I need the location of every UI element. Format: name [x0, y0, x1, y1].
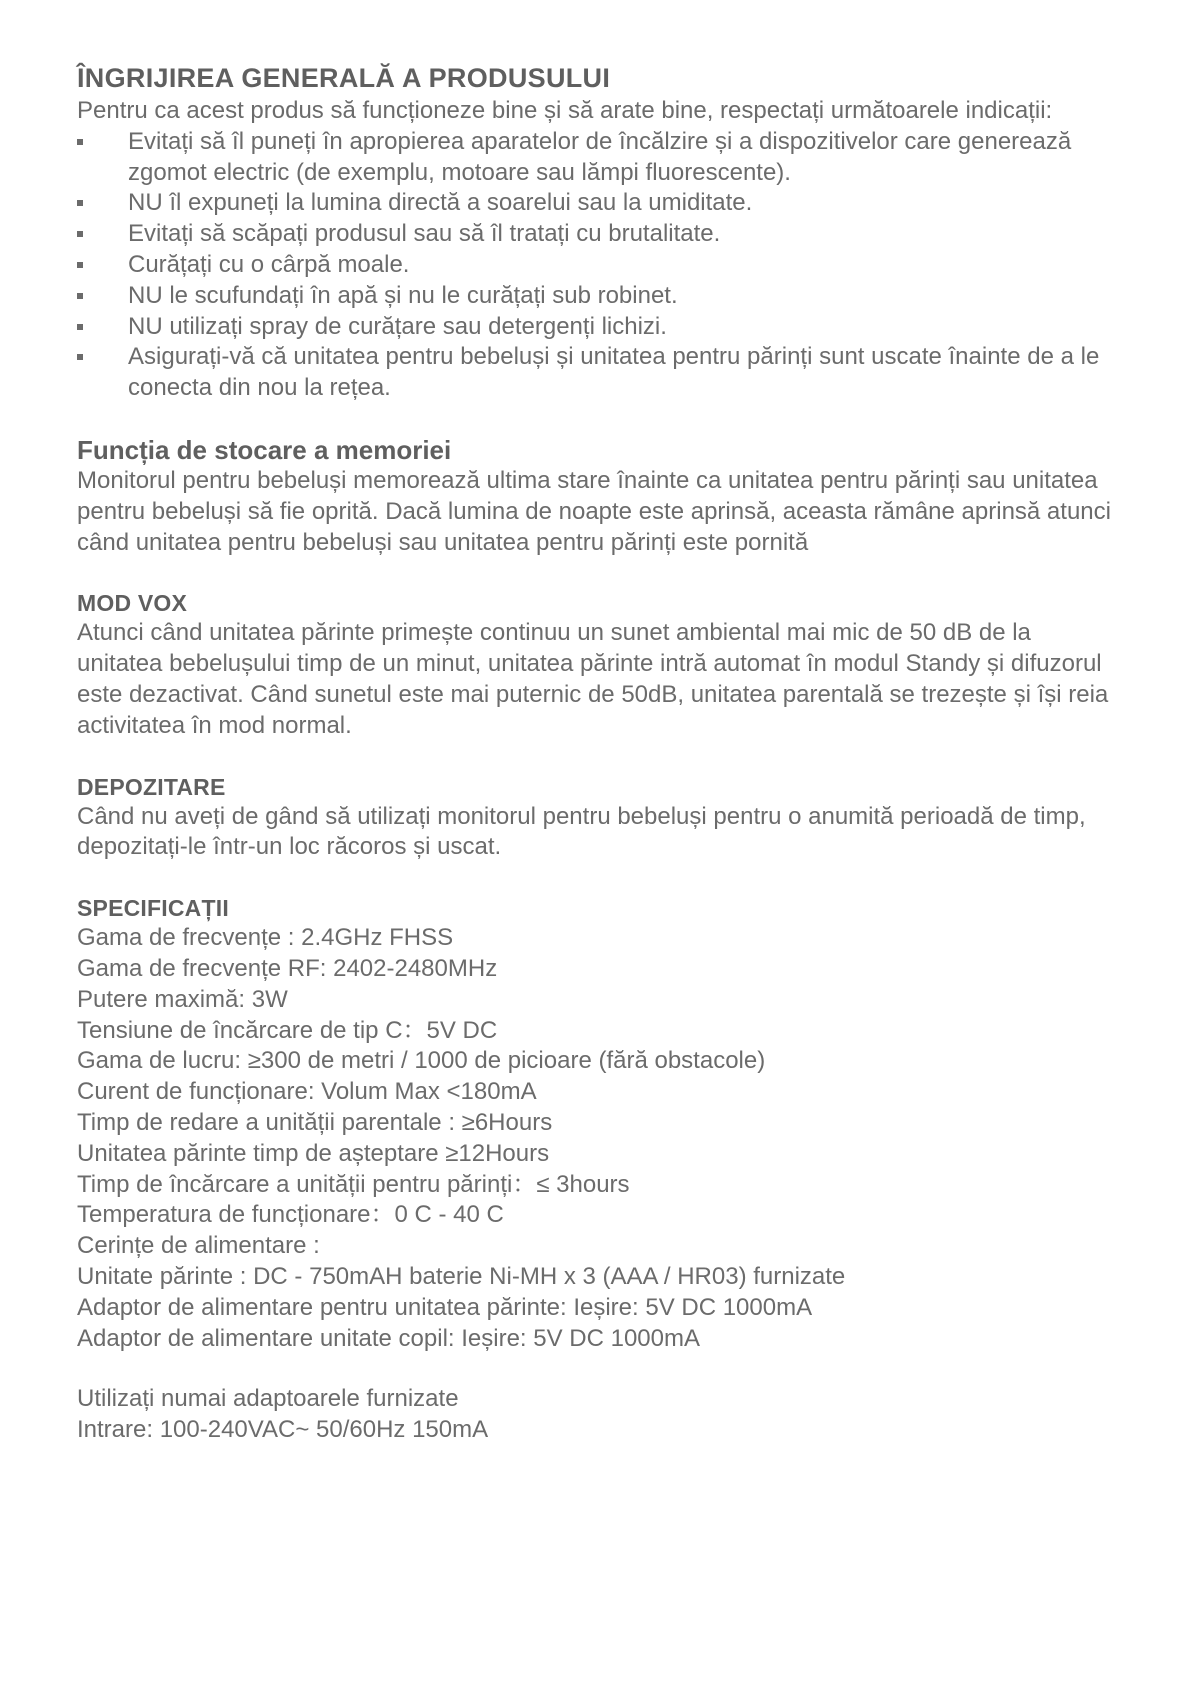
vox-section	[77, 588, 1117, 741]
spec-line: Unitatea părinte timp de așteptare ≥12Hours	[77, 1139, 550, 1167]
list-item: NU utilizați spray de curățare sau detergenți lichizi.	[77, 312, 1117, 343]
spec-line: Gama de lucru: ≥300 de metri / 1000 de picioare (fără obstacole)	[77, 1047, 766, 1075]
spec-line: Timp de încărcare a unității pentru părinți：≤ 3hours	[77, 1170, 630, 1198]
bullet-square-icon	[77, 354, 83, 360]
spec-line: Putere maximă: 3W	[77, 985, 288, 1013]
care-bullet-list	[77, 127, 1117, 404]
spec-line: Adaptor de alimentare unitate copil: Ieșire: 5V DC 1000mA	[77, 1324, 701, 1352]
memory-section	[77, 434, 1117, 558]
list-item: Evitați să scăpați produsul sau să îl tratați cu brutalitate.	[77, 219, 1117, 250]
bullet-square-icon	[77, 200, 83, 206]
list-item: Evitați să îl puneți în apropierea aparatelor de încălzire și a dispozitivelor care generează zgomot electric (de exemplu, motoare sau lămpi fluorescente).	[77, 127, 1117, 189]
list-item: Curățați cu o cârpă moale.	[77, 250, 1117, 281]
spec-line: Curent de funcționare: Volum Max <180mA	[77, 1078, 537, 1106]
specs-title: SPECIFICAȚII	[77, 895, 229, 922]
care-title: ÎNGRIJIREA GENERALĂ A PRODUSULUI	[77, 63, 611, 93]
adapter-note: Utilizați numai adaptoarele furnizate	[77, 1385, 459, 1413]
spec-line: Cerințe de alimentare :	[77, 1232, 320, 1260]
input-rating: Intrare: 100-240VAC~ 50/60Hz 150mA	[77, 1416, 489, 1444]
bullet-square-icon	[77, 324, 83, 330]
memory-title: Funcția de stocare a memoriei	[77, 434, 452, 465]
specs-section	[77, 893, 1117, 1446]
list-item: NU îl expuneți la lumina directă a soarelui sau la umiditate.	[77, 188, 1117, 219]
bullet-square-icon	[77, 231, 83, 237]
vox-title: MOD VOX	[77, 590, 188, 617]
spec-line: Tensiune de încărcare de tip C：5V DC	[77, 1016, 498, 1044]
spec-line: Gama de frecvențe RF: 2402-2480MHz	[77, 954, 498, 982]
bullet-square-icon	[77, 262, 83, 268]
document-page	[77, 62, 1117, 1446]
spec-line: Unitate părinte : DC - 750mAH baterie Ni-MH x 3 (AAA / HR03) furnizate	[77, 1262, 846, 1290]
bullet-square-icon	[77, 293, 83, 299]
bullet-square-icon	[77, 139, 83, 145]
memory-text: Monitorul pentru bebeluși memorează ultima stare înainte ca unitatea pentru părinți sau unitatea pentru bebeluși să fie oprită. Dacă lumina de noapte este aprinsă, aceasta rămâne aprinsă atunci când unitatea pentru bebeluși sau unitatea pentru părinți este pornită	[77, 466, 1111, 556]
spec-line: Temperatura de funcționare：0 C - 40 C	[77, 1201, 504, 1229]
vox-text: Atunci când unitatea părinte primește continuu un sunet ambiental mai mic de 50 dB de la unitatea bebelușului timp de un minut, unitatea părinte intră automat în modul Standy și difuzorul este dezactivat. Când sunetul este mai puternic de 50dB, unitatea parentală se trezește și își reia activitatea în mod normal.	[77, 619, 1109, 739]
care-intro: Pentru ca acest produs să funcționeze bine și să arate bine, respectați următoarele indicații:	[77, 97, 1053, 124]
spec-line: Gama de frecvențe : 2.4GHz FHSS	[77, 924, 454, 952]
storage-text: Când nu aveți de gând să utilizați monitorul pentru bebeluși pentru o anumită perioadă de timp, depozitați-le într-un loc răcoros și uscat.	[77, 802, 1086, 861]
care-section	[77, 62, 1117, 404]
spec-line: Timp de redare a unității parentale : ≥6Hours	[77, 1108, 553, 1136]
storage-section	[77, 772, 1117, 864]
spec-line: Adaptor de alimentare pentru unitatea părinte: Ieșire: 5V DC 1000mA	[77, 1293, 813, 1321]
storage-title: DEPOZITARE	[77, 773, 226, 800]
list-item: Asigurați-vă că unitatea pentru bebeluși și unitatea pentru părinți sunt uscate înainte de a le conecta din nou la rețea.	[77, 342, 1117, 404]
list-item: NU le scufundați în apă și nu le curățați sub robinet.	[77, 281, 1117, 312]
